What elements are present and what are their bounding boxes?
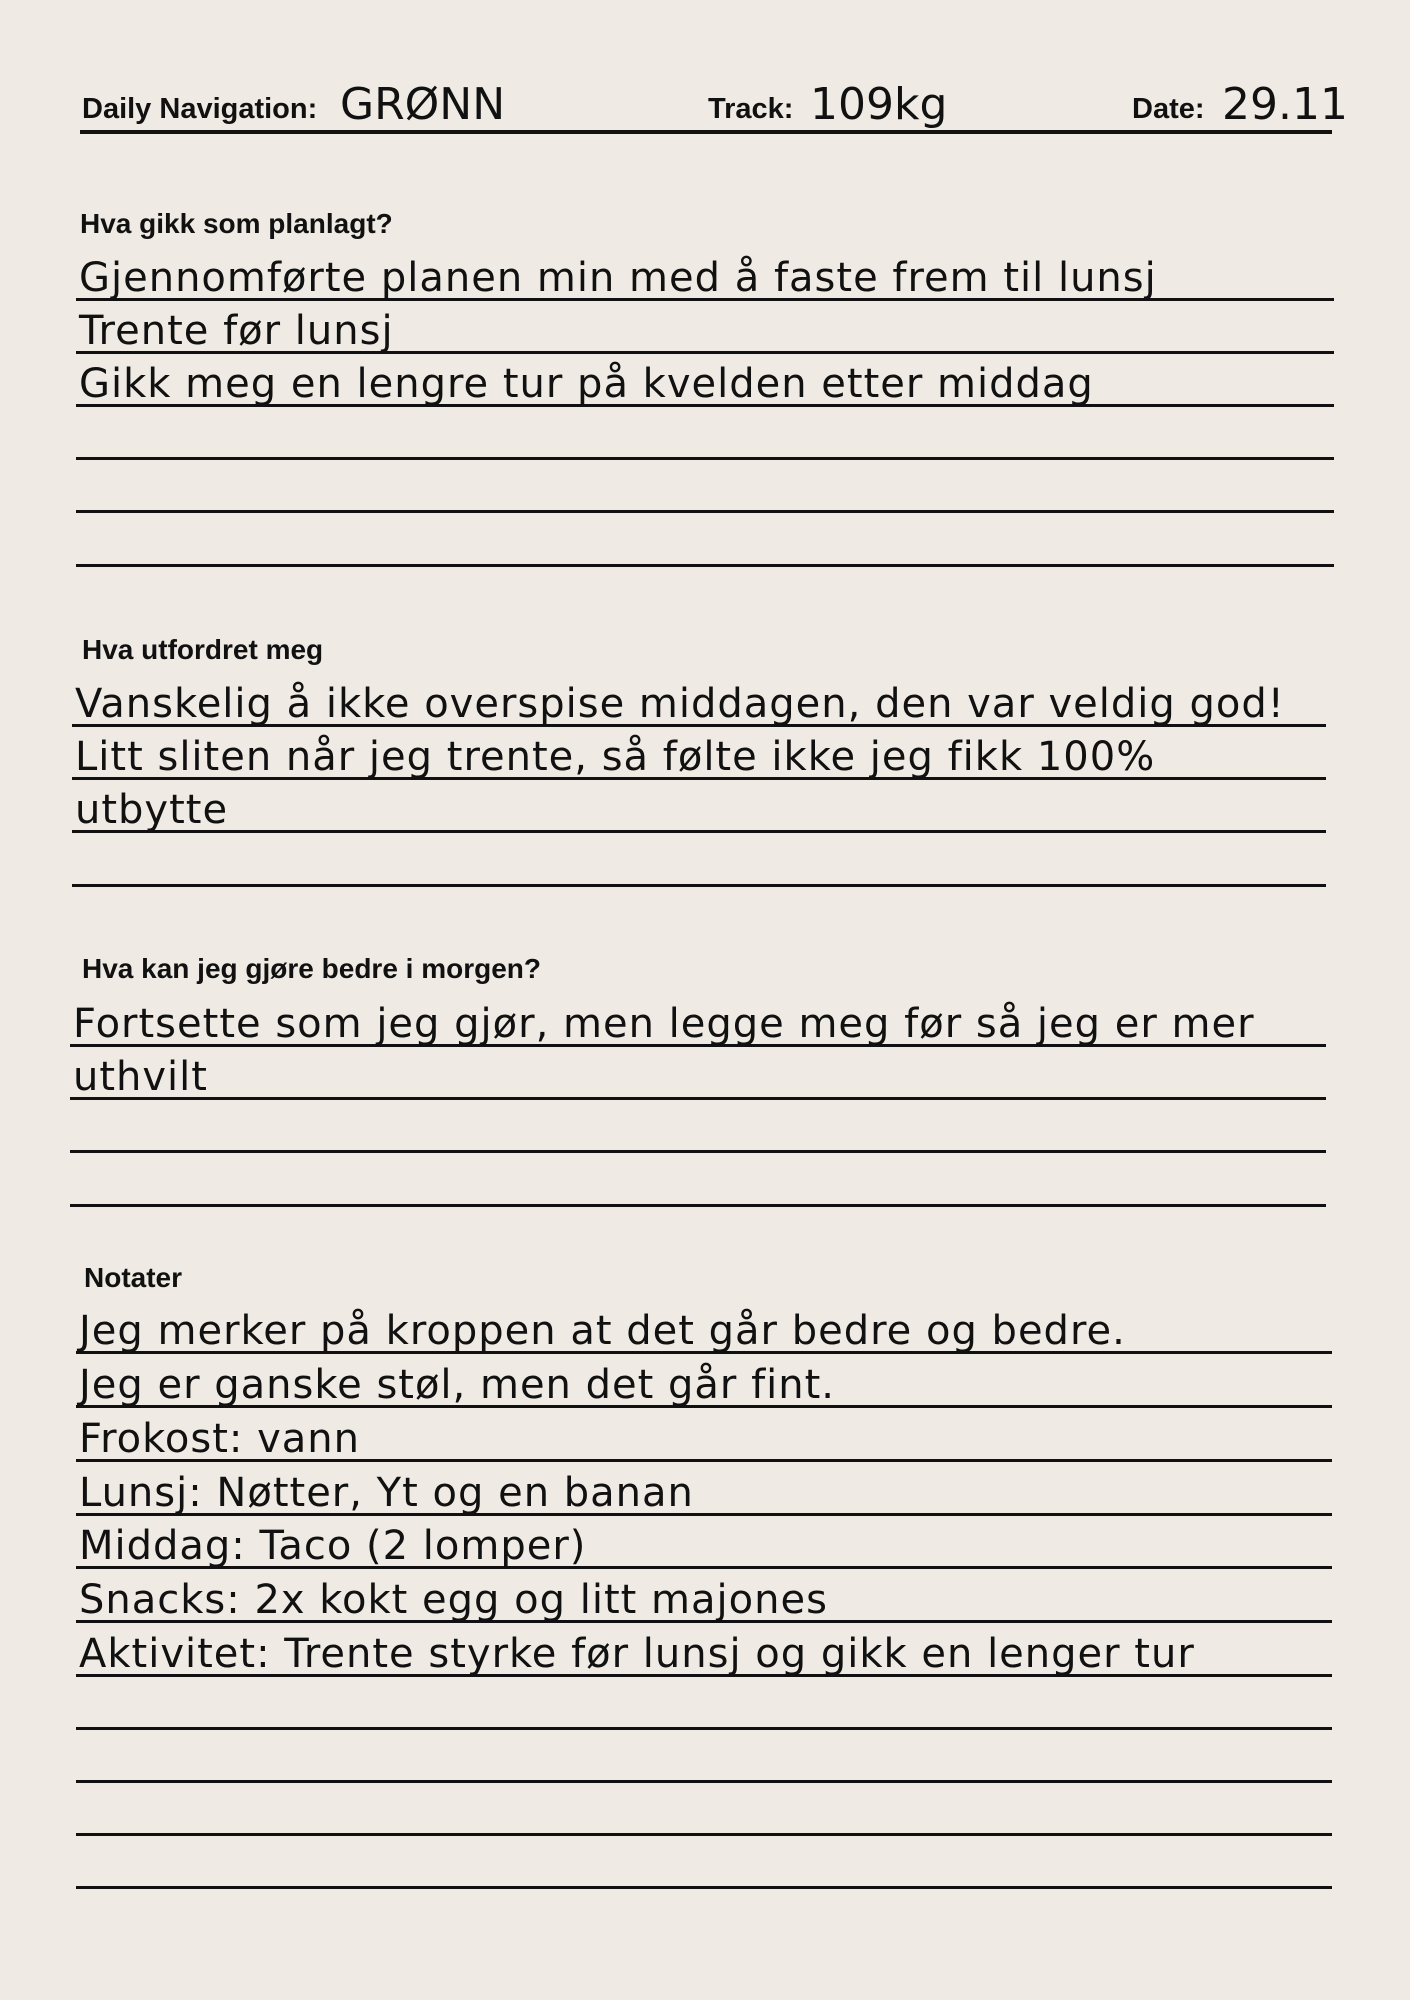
notes-line [76,1308,1332,1354]
date-label: Date: [1132,93,1205,125]
page-header [80,70,1348,134]
notes-line [76,1470,1332,1516]
notes-line-text: Frokost: vann [79,1416,360,1462]
planned-line [76,457,1334,460]
notes-line-text: Aktivitet: Trente styrke før lunsj og gikk en lenger tur [79,1631,1195,1677]
challenges-line [72,787,1326,833]
notes-line [76,1727,1332,1730]
track-value: 109kg [810,79,948,130]
notes-line-text: Snacks: 2x kokt egg og litt majones [79,1577,828,1623]
section-title-challenges: Hva utfordret meg [82,634,324,665]
notes-line [76,1886,1332,1889]
planned-line-text: Trente før lunsj [79,308,394,354]
planned-line [76,255,1334,301]
improve-line [70,1054,1326,1100]
track-label: Track: [708,93,794,125]
section-title-planned: Hva gikk som planlagt? [80,208,393,239]
notes-line [76,1577,1332,1623]
notes-line [76,1523,1332,1569]
date-value: 29.11 [1222,79,1348,130]
planned-line [76,361,1334,407]
notes-line [76,1631,1332,1677]
section-title-improve: Hva kan jeg gjøre bedre i morgen? [82,953,542,984]
improve-line [70,1204,1326,1207]
planned-line-text: Gikk meg en lengre tur på kvelden etter middag [79,361,1094,407]
notes-line-text: Lunsj: Nøtter, Yt og en banan [79,1470,694,1516]
challenges-line [72,734,1326,780]
challenges-line [72,884,1326,887]
notes-line [76,1362,1332,1408]
notes-line-text: Middag: Taco (2 lomper) [79,1523,587,1569]
notes-line [76,1833,1332,1836]
improve-line [70,1001,1326,1047]
improve-line [70,1150,1326,1153]
improve-line-text: Fortsette som jeg gjør, men legge meg før så jeg er mer [73,1001,1255,1047]
challenges-line [72,681,1326,727]
navigation-label: Daily Navigation: [82,93,318,125]
planned-line [76,308,1334,354]
planned-line [76,564,1334,567]
challenges-line-text: utbytte [75,787,229,833]
challenges-line-text: Vanskelig å ikke overspise middagen, den var veldig god! [75,681,1285,727]
notes-line [76,1780,1332,1783]
navigation-value: GRØNN [340,79,506,130]
section-title-notes: Notater [84,1262,183,1293]
planned-line-text: Gjennomførte planen min med å faste frem til lunsj [79,255,1157,301]
notes-line-text: Jeg er ganske støl, men det går fint. [79,1362,836,1408]
planned-line [76,510,1334,513]
notes-line-text: Jeg merker på kroppen at det går bedre og bedre. [79,1308,1126,1354]
challenges-line-text: Litt sliten når jeg trente, så følte ikke jeg fikk 100% [75,734,1156,780]
improve-line-text: uthvilt [73,1054,208,1100]
notes-line [76,1416,1332,1462]
